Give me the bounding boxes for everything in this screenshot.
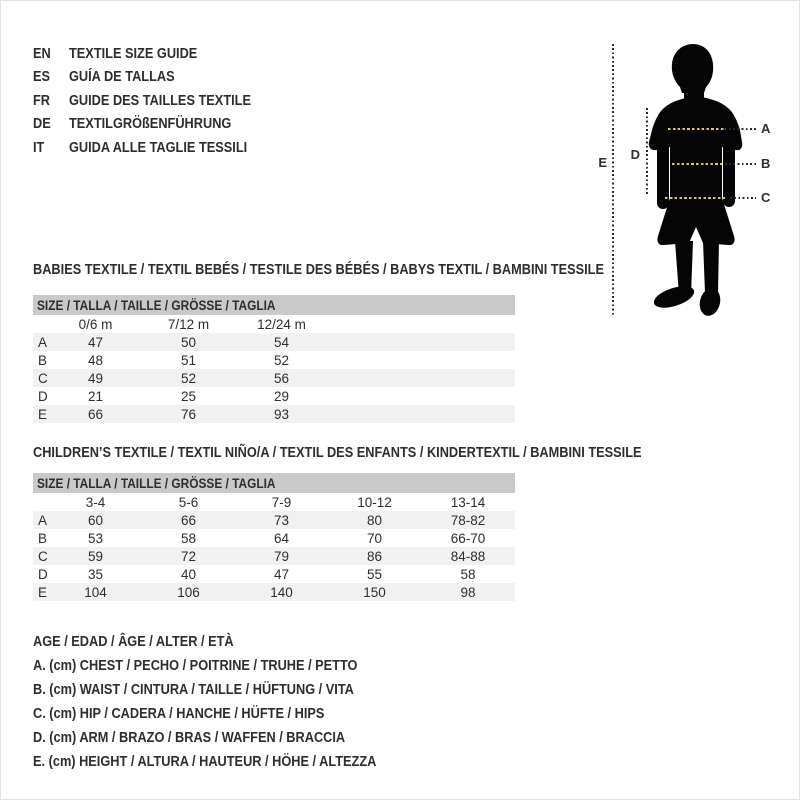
legend-arm: D. (cm) ARM / BRAZO / BRAS / WAFFEN / BRACCIA <box>33 730 346 746</box>
row-label-cell: D <box>38 566 48 582</box>
size-value-cell: 93 <box>235 405 328 423</box>
size-value-cell: 50 <box>142 333 235 351</box>
language-code: ES <box>33 69 51 86</box>
empty-cell <box>33 315 49 333</box>
language-row-de <box>33 113 276 137</box>
size-value-cell: 66-70 <box>450 530 486 546</box>
column-header-row <box>33 315 515 333</box>
empty-cell <box>33 493 49 511</box>
column-header-cell: 13-14 <box>450 494 486 510</box>
size-value-cell: 49 <box>49 369 142 387</box>
size-value-cell: 64 <box>273 530 290 546</box>
table-row <box>33 351 515 369</box>
size-value-cell: 56 <box>235 369 328 387</box>
legend-age: AGE / EDAD / ÂGE / ALTER / ETÀ <box>33 634 234 650</box>
language-row-it <box>33 136 276 160</box>
language-code: DE <box>33 116 51 133</box>
language-title-list <box>33 42 276 160</box>
empty-cell <box>328 351 421 369</box>
babies-section-title: BABIES TEXTILE / TEXTIL BEBÉS / TESTILE DES BÉBÉS / BABYS TEXTIL / BAMBINI TESSILE <box>33 262 604 278</box>
column-header-cell: 12/24 m <box>257 316 306 332</box>
size-value-cell: 59 <box>49 547 142 565</box>
column-header-cell: 7-9 <box>271 494 292 510</box>
size-value-cell: 25 <box>180 388 197 404</box>
table-row <box>33 511 515 529</box>
size-value-cell: 47 <box>273 566 290 582</box>
size-value-cell: 58 <box>460 566 476 582</box>
empty-cell <box>421 387 515 405</box>
table-row <box>33 369 515 387</box>
size-value-cell: 150 <box>328 583 421 601</box>
size-value-cell: 106 <box>142 583 235 601</box>
size-value-cell: 60 <box>49 511 142 529</box>
chest-leader-dots <box>729 128 756 130</box>
table-row <box>33 529 515 547</box>
size-header-row <box>33 473 515 493</box>
size-value-cell: 40 <box>180 566 197 582</box>
chest-measure-dash <box>668 128 726 130</box>
table-row <box>33 583 515 601</box>
children-size-table <box>33 473 515 601</box>
height-measure-label: E <box>598 155 607 170</box>
hip-measure-dash <box>665 197 727 199</box>
table-row <box>33 387 515 405</box>
table-row <box>33 565 515 583</box>
size-value-cell: 66 <box>49 405 142 423</box>
size-value-cell: 52 <box>142 369 235 387</box>
language-row-fr <box>33 89 276 113</box>
size-value-cell: 70 <box>366 530 383 546</box>
guide-title-en: TEXTILE SIZE GUIDE <box>69 45 198 62</box>
row-label-cell: E <box>33 405 49 423</box>
size-value-cell: 21 <box>87 388 104 404</box>
waist-measure-label: B <box>761 156 771 171</box>
size-value-cell: 47 <box>49 333 142 351</box>
size-value-cell: 73 <box>235 511 328 529</box>
row-label-cell: D <box>38 388 48 404</box>
size-header-row <box>33 295 515 315</box>
size-value-cell: 86 <box>328 547 421 565</box>
language-row-es <box>33 66 276 90</box>
empty-cell <box>421 405 515 423</box>
row-label-cell: C <box>33 369 49 387</box>
language-code: FR <box>33 92 51 109</box>
legend-hip: C. (cm) HIP / CADERA / HANCHE / HÜFTE / HIPS <box>33 706 325 722</box>
empty-cell <box>328 405 421 423</box>
empty-cell <box>421 369 515 387</box>
empty-cell <box>328 369 421 387</box>
arm-measure-label: D <box>630 147 640 162</box>
legend-height: E. (cm) HEIGHT / ALTURA / HAUTEUR / HÖHE / ALTEZZA <box>33 754 377 770</box>
row-label-cell: C <box>33 547 49 565</box>
size-value-cell: 79 <box>235 547 328 565</box>
empty-cell <box>328 315 421 333</box>
language-code: IT <box>33 139 45 156</box>
size-value-cell: 66 <box>142 511 235 529</box>
children-section-title: CHILDREN’S TEXTILE / TEXTIL NIÑO/A / TEXTIL DES ENFANTS / KINDERTEXTIL / BAMBINI TESSILE <box>33 445 642 461</box>
size-value-cell: 58 <box>180 530 197 546</box>
size-value-cell: 35 <box>87 566 104 582</box>
row-label-cell: B <box>38 530 48 546</box>
arm-measure-line <box>646 108 648 194</box>
guide-title-fr: GUIDE DES TAILLES TEXTILE <box>69 92 251 109</box>
size-value-cell: 78-82 <box>421 511 515 529</box>
waist-measure-dash <box>672 163 722 165</box>
column-header-cell: 5-6 <box>178 494 199 510</box>
empty-cell <box>421 351 515 369</box>
size-value-cell: 29 <box>273 388 290 404</box>
table-row <box>33 405 515 423</box>
table-row <box>33 333 515 351</box>
size-value-cell: 48 <box>87 352 104 368</box>
size-header-cell: SIZE / TALLA / TAILLE / GRÖSSE / TAGLIA <box>33 473 515 493</box>
legend-waist: B. (cm) WAIST / CINTURA / TAILLE / HÜFTUNG / VITA <box>33 682 354 698</box>
size-value-cell: 51 <box>180 352 197 368</box>
size-value-cell: 104 <box>49 583 142 601</box>
guide-title-es: GUÍA DE TALLAS <box>69 69 175 86</box>
column-header-cell: 7/12 m <box>167 316 210 332</box>
size-value-cell: 53 <box>87 530 104 546</box>
size-value-cell: 55 <box>366 566 383 582</box>
row-label-cell: B <box>38 352 48 368</box>
row-label-cell: A <box>33 511 49 529</box>
column-header-row <box>33 493 515 511</box>
size-value-cell: 140 <box>235 583 328 601</box>
babies-size-table <box>33 295 515 423</box>
table-row <box>33 547 515 565</box>
empty-cell <box>421 333 515 351</box>
size-value-cell: 76 <box>142 405 235 423</box>
size-value-cell: 54 <box>235 333 328 351</box>
row-label-cell: E <box>33 583 49 601</box>
measurement-legend <box>33 630 423 774</box>
guide-title-de: TEXTILGRÖßENFÜHRUNG <box>69 116 232 133</box>
column-header-cell: 3-4 <box>85 494 106 510</box>
guide-title-it: GUIDA ALLE TAGLIE TESSILI <box>69 139 248 156</box>
row-label-cell: A <box>33 333 49 351</box>
language-code: EN <box>33 45 51 62</box>
waist-leader-dots <box>725 163 756 165</box>
size-value-cell: 52 <box>273 352 290 368</box>
column-header-cell: 0/6 m <box>78 316 113 332</box>
legend-chest: A. (cm) CHEST / PECHO / POITRINE / TRUHE / PETTO <box>33 658 358 674</box>
column-header-cell: 10-12 <box>357 494 392 510</box>
hip-leader-dots <box>730 197 756 199</box>
size-value-cell: 72 <box>142 547 235 565</box>
hip-measure-label: C <box>761 190 771 205</box>
empty-cell <box>328 333 421 351</box>
chest-measure-label: A <box>761 121 771 136</box>
language-row-en <box>33 42 276 66</box>
size-header-cell: SIZE / TALLA / TAILLE / GRÖSSE / TAGLIA <box>33 295 515 315</box>
size-value-cell: 98 <box>421 583 515 601</box>
empty-cell <box>421 315 515 333</box>
empty-cell <box>328 387 421 405</box>
size-value-cell: 84-88 <box>421 547 515 565</box>
size-value-cell: 80 <box>328 511 421 529</box>
